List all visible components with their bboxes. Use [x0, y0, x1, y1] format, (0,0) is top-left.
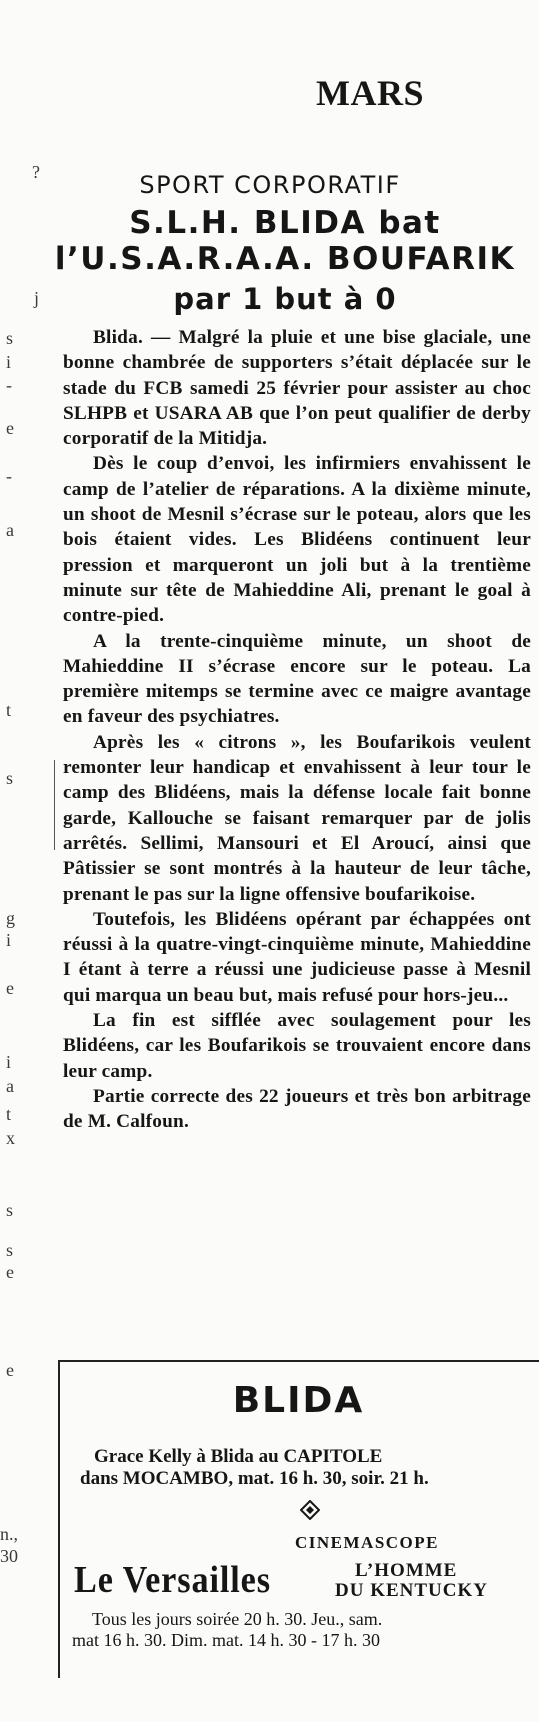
edge-char: x: [6, 1128, 15, 1148]
diamond-ornament-icon: [300, 1500, 320, 1520]
headline-line-2: l’U.S.A.R.A.A. BOUFARIK: [54, 241, 516, 277]
adjacent-column-fragments: [0, 160, 42, 1660]
article-paragraph: Partie correcte des 22 joueurs et très bon arbitrage de M. Calfoun.: [63, 1085, 531, 1133]
ad-line-capitole: Grace Kelly à Blida au CAPITOLE: [94, 1446, 383, 1467]
edge-char: s: [6, 1240, 14, 1260]
edge-char: s: [6, 328, 14, 348]
ad-line-mocambo: dans MOCAMBO, mat. 16 h. 30, soir. 21 h.: [80, 1468, 429, 1489]
article-paragraph: Après les « citrons », les Boufarikois veulent remonter leur handicap et envahissent à leur tour le camp des Blidéens, mais la défense locale fait bonne garde, Kallouche se faisant remarquer par de jolis arrêtés. Sellimi, Mansouri et El Aroucí, ainsi que Pâtissier se sont montrés à la hauteur de leur tâche, prenant le pas sur la ligne offensive boufarikoise.: [63, 731, 531, 905]
edge-char: j: [34, 288, 40, 308]
edge-char: 30: [0, 1546, 18, 1566]
article-paragraph: Toutefois, les Blidéens opérant par échappées ont réussi à la quatre-vingt-cinquième minute, Mahieddine I étant à terre a réussi une judicieuse passe à Mesnil qui marqua un beau but, mais refusé pour hors-jeu...: [63, 908, 531, 1006]
edge-char: i: [6, 930, 12, 950]
edge-char: s: [6, 768, 14, 788]
edge-char: a: [6, 1076, 14, 1096]
edge-char: n.,: [0, 1524, 18, 1544]
subheadline: par 1 but à 0: [173, 282, 397, 316]
edge-char: ?: [32, 162, 40, 182]
edge-char: t: [6, 1104, 12, 1124]
ad-showtimes-1: Tous les jours soirée 20 h. 30. Jeu., sam.: [92, 1609, 383, 1629]
ad-title: BLIDA: [232, 1380, 365, 1421]
masthead-month: MARS: [316, 73, 424, 113]
edge-char: e: [6, 1262, 14, 1282]
article-body: [63, 325, 531, 1135]
ad-film-title-1: L’HOMME: [355, 1560, 458, 1581]
ad-border-top: [58, 1360, 539, 1362]
ad-theatre-name: Le Versailles: [74, 1559, 271, 1601]
ad-cinemascope: CINEMASCOPE: [295, 1533, 440, 1552]
edge-char: g: [6, 908, 15, 928]
edge-char: e: [6, 418, 14, 438]
edge-char: a: [6, 520, 14, 540]
edge-char: t: [6, 700, 12, 720]
article-paragraph: A la trente-cinquième minute, un shoot de Mahieddine II s’écrase encore sur le poteau. La première mitemps se termine avec ce maigre avantage en faveur des psychiatres.: [63, 630, 531, 728]
edge-char: i: [6, 352, 12, 372]
article-paragraph: Blida. — Malgré la pluie et une bise glaciale, une bonne chambrée de supporters s’était déplacée sur le stade du FCB samedi 25 février pour assister au choc SLHPB et USARA AB que l’on peut qualifier de derby corporatif de la Mitidja.: [63, 327, 531, 450]
column-rule: [54, 760, 55, 850]
article-paragraph: Dès le coup d’envoi, les infirmiers envahissent le camp de l’atelier de réparations. A la dixième minute, un shoot de Mesnil s’écrase sur le poteau, alors que les bois étaient vides. Les Blidéens continuent leur pression et marqueront un joli but à la trentième minute sur tête de Mahieddine Ali, prenant le goal à contre-pied.: [63, 453, 531, 627]
article-kicker: SPORT CORPORATIF: [139, 171, 401, 199]
edge-char: e: [6, 978, 14, 998]
article-paragraph: La fin est sifflée avec soulagement pour les Blidéens, car les Boufarikois se trouvaient encore dans leur camp.: [63, 1010, 531, 1082]
ad-showtimes-2: mat 16 h. 30. Dim. mat. 14 h. 30 - 17 h. 30: [72, 1630, 380, 1650]
edge-char: e: [6, 1360, 14, 1380]
ad-film-title-2: DU KENTUCKY: [335, 1580, 488, 1601]
headline-line-1: S.L.H. BLIDA bat: [129, 205, 441, 241]
edge-char: s: [6, 1200, 14, 1220]
edge-char: i: [6, 1052, 12, 1072]
edge-char: -: [6, 375, 12, 395]
edge-char: -: [6, 466, 12, 486]
